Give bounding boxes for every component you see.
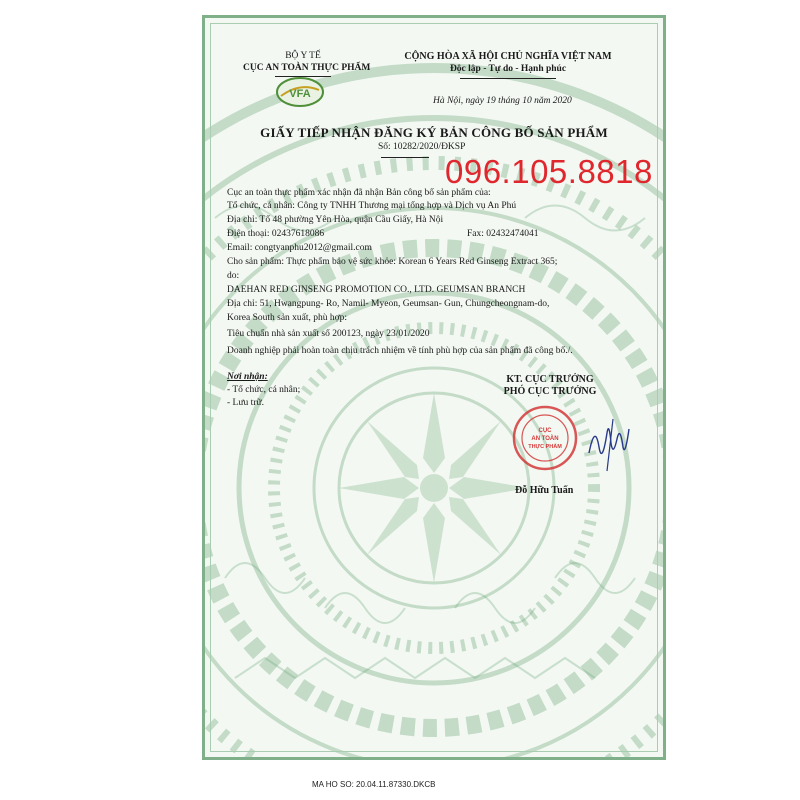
manufacturer-line: DAEHAN RED GINSENG PROMOTION CO., LTD. GEUMSAN BRANCH [227, 285, 526, 295]
issuer-header [243, 50, 371, 74]
signatory-title [475, 374, 625, 398]
department-name: CỤC AN TOÀN THỰC PHẨM [243, 63, 371, 73]
email-line: Email: congtyanphu2012@gmail.com [227, 243, 372, 253]
registration-number: Số: 10282/2020/ĐKSP [378, 142, 466, 152]
signatory-title-1: KT. CỤC TRƯỞNG [506, 374, 594, 385]
product-line-cont: do: [227, 271, 240, 281]
product-line: Cho sản phẩm: Thực phẩm bảo vệ sức khỏe: Korean 6 Years Red Ginseng Extract 365; [227, 257, 558, 267]
dossier-code: MA HO SO: 20.04.11.87330.DKCB [312, 780, 436, 789]
national-motto: Độc lập - Tự do - Hạnh phúc [449, 64, 567, 74]
vfa-logo-text: VFA [289, 88, 311, 100]
intro-line: Cục an toàn thực phẩm xác nhận đã nhận Bản công bố sản phẩm của: [227, 188, 491, 198]
recipient-item: - Lưu trữ. [227, 398, 264, 408]
national-header [373, 50, 643, 76]
organization-line: Tổ chức, cá nhân: Công ty TNHH Thương mại tổng hợp và Dịch vụ An Phú [227, 201, 517, 211]
recipient-item: - Tổ chức, cá nhân; [227, 385, 301, 395]
signer-name: Đỗ Hữu Tuấn [515, 485, 574, 496]
fax-line: Fax: 02432474041 [467, 229, 539, 239]
standard-line: Tiêu chuẩn nhà sản xuất số 200123, ngày 23/01/2020 [227, 329, 430, 339]
address-line: Địa chỉ: Tổ 48 phường Yên Hòa, quận Cầu Giấy, Hà Nội [227, 215, 444, 225]
manufacturer-address-line: Địa chỉ: 51, Hwangpung- Ro, Namil- Myeon, Geumsan- Gun, Chungcheongnam-do, [227, 299, 550, 309]
signatory-title-2: PHÓ CỤC TRƯỞNG [503, 386, 597, 397]
recipients-title: Nơi nhận: [227, 372, 268, 382]
responsibility-line: Doanh nghiệp phải hoàn toàn chịu trách nhiệm về tính phù hợp của sản phẩm đã công bố./. [227, 346, 573, 356]
phone-line: Điện thoại: 02437618086 [227, 229, 325, 239]
vfa-logo [275, 76, 325, 108]
manufacturer-address-line-cont: Korea South sản xuất, phù hợp: [227, 313, 348, 323]
ministry-name: BỘ Y TẾ [285, 51, 321, 61]
stamp-text-1: CỤC [538, 428, 552, 434]
stamp-text-3: THỰC PHẨM [528, 444, 562, 450]
stamp-text-2: AN TOÀN [531, 436, 559, 442]
certificate-document [202, 15, 666, 760]
country-name: CỘNG HÒA XÃ HỘI CHỦ NGHĨA VIỆT NAM [404, 51, 612, 62]
handwritten-signature [583, 413, 633, 475]
document-title: GIẤY TIẾP NHẬN ĐĂNG KÝ BẢN CÔNG BỐ SẢN PHẨM [260, 125, 608, 140]
header-right-rule [460, 78, 556, 79]
official-stamp [511, 404, 579, 472]
number-rule [381, 157, 429, 158]
issue-date: Hà Nội, ngày 19 tháng 10 năm 2020 [433, 96, 572, 106]
phone-watermark: 096.105.8818 [445, 153, 653, 190]
